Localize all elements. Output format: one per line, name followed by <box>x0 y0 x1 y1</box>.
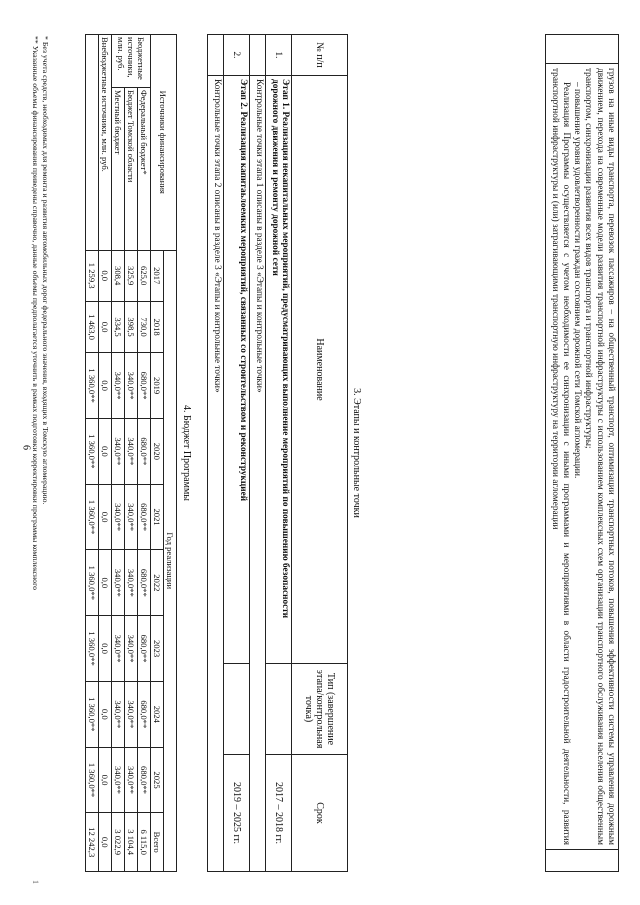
budget-row-label: Местный бюджет <box>112 88 125 251</box>
budget-cell: 340,0** <box>112 747 125 813</box>
budget-header-years: Год реализации <box>164 250 177 872</box>
budget-cell: 0,0 <box>99 747 112 813</box>
budget-cell: 340,0** <box>112 418 125 484</box>
budget-cell: 0,0 <box>99 681 112 747</box>
page-number: 6 <box>20 445 32 450</box>
stage1-name: Этап 1. Реализация некапитальных мероприятий, предусматривающих выполнение мероприятий по повышению безопасности дорожного движения и ремонту дорожной сети <box>266 76 292 664</box>
intro-paragraph-3: Реализация Программы осуществляется с учетом необходимости ее синхронизации с иными программами и мероприятиями в области градостроительной деятельности, развития транспортной инфраструктуры и (или) затрагивающими транспортную инфраструктуру на территории агломерации <box>549 68 571 845</box>
budget-cell: 3 022,9 <box>112 813 125 872</box>
footnote-2: ** Указанные объемы финансирования приведены справочно, данные объемы предполагается уточнить в рамках подготовки корректировки программы комплексного <box>31 36 41 590</box>
budget-total-cell: 1 360,0** <box>86 616 99 682</box>
budget-year-header: 2025 <box>151 747 164 813</box>
intro-right-cell <box>546 850 619 872</box>
stage1-points-num <box>250 35 266 76</box>
budget-total-cell: 1 463,0 <box>86 301 99 352</box>
budget-cell: 340,0** <box>125 747 138 813</box>
budget-total-cell: 1 360,0** <box>86 484 99 550</box>
budget-header-sources: Источники финансирования <box>151 35 177 251</box>
margin-mark: 1 <box>31 880 40 884</box>
stages-header-term: Срок <box>292 755 348 872</box>
budget-cell: 0,0 <box>99 616 112 682</box>
intro-text-cell <box>546 64 619 850</box>
stage2-type <box>224 664 250 755</box>
stage1-type <box>266 664 292 755</box>
budget-cell: 325,9 <box>125 250 138 301</box>
budget-cell: 0,0 <box>99 250 112 301</box>
stages-header-name: Наименование <box>292 76 348 664</box>
budget-cell: 680,0** <box>138 418 151 484</box>
budget-table <box>85 34 177 872</box>
budget-cell: 0,0 <box>99 418 112 484</box>
budget-year-header: 2018 <box>151 301 164 352</box>
budget-total-cell: 1 360,0** <box>86 550 99 616</box>
intro-left-cell <box>546 35 619 64</box>
budget-cell: 6 115,0 <box>138 813 151 872</box>
stage2-term: 2019 – 2025 гг. <box>224 755 250 872</box>
stage1-num: 1. <box>266 35 292 76</box>
budget-cell: 680,0** <box>138 550 151 616</box>
budget-cell: 340,0** <box>125 418 138 484</box>
budget-cell: 340,0** <box>125 681 138 747</box>
stage2-name: Этап 2. Реализация капитаьлоемких мероприятий, связанных со строительством и реконструкцией <box>224 76 250 664</box>
budget-year-header: 2019 <box>151 353 164 419</box>
budget-total-label <box>86 35 99 251</box>
budget-year-header: 2017 <box>151 250 164 301</box>
budget-cell: 308,4 <box>112 250 125 301</box>
budget-cell: 680,0** <box>138 484 151 550</box>
section4-title: 4. Бюджет Программы <box>181 404 192 501</box>
budget-cell: 340,0** <box>125 616 138 682</box>
budget-total-cell: 1 360,0** <box>86 747 99 813</box>
budget-cell: 680,0** <box>138 747 151 813</box>
budget-year-header: 2021 <box>151 484 164 550</box>
budget-total-cell: 12 242,3 <box>86 813 99 872</box>
budget-cell: 680,0** <box>138 681 151 747</box>
budget-cell: 334,5 <box>112 301 125 352</box>
budget-cell: 0,0 <box>99 813 112 872</box>
budget-cell: 340,0** <box>112 550 125 616</box>
budget-cell: 340,0** <box>112 484 125 550</box>
stage1-points: Контрольные точки этапа 1 описаны в разделе 3 «Этапы и контрольные точки» <box>250 76 266 872</box>
budget-cell: 0,0 <box>99 550 112 616</box>
budget-year-header: 2022 <box>151 550 164 616</box>
budget-cell: 340,0** <box>125 550 138 616</box>
budget-cell: 625,0 <box>138 250 151 301</box>
budget-row-label: Федеральный бюджет* <box>138 88 151 251</box>
budget-group-label: Бюджетные источники, млн. руб. <box>112 35 151 88</box>
budget-cell: 340,0** <box>112 681 125 747</box>
budget-cell: 680,0** <box>138 353 151 419</box>
budget-total-cell: 1 360,0** <box>86 681 99 747</box>
budget-cell: 340,0** <box>125 353 138 419</box>
budget-cell: 340,0** <box>125 484 138 550</box>
stage1-term: 2017 – 2018 гг. <box>266 755 292 872</box>
budget-cell: 0,0 <box>99 353 112 419</box>
budget-cell: 0,0 <box>99 301 112 352</box>
budget-cell: 0,0 <box>99 484 112 550</box>
stages-header-type: Тип (завершение этапа/контрольная точка) <box>292 664 348 755</box>
stage2-num: 2. <box>224 35 250 76</box>
stages-header-num: № п/п <box>292 35 348 76</box>
budget-year-header: Всего <box>151 813 164 872</box>
budget-total-cell: 1 360,0** <box>86 353 99 419</box>
budget-cell: 340,0** <box>112 353 125 419</box>
budget-year-header: 2020 <box>151 418 164 484</box>
budget-total-cell: 1 360,0** <box>86 418 99 484</box>
section3-title: 3. Этапы и контрольные точки <box>351 388 362 518</box>
budget-cell: 3 104,4 <box>125 813 138 872</box>
budget-year-header: 2023 <box>151 616 164 682</box>
budget-footnotes <box>31 36 50 872</box>
budget-year-header: 2024 <box>151 681 164 747</box>
budget-row-label: Внебюджетные источники, млн. руб. <box>99 35 112 251</box>
intro-paragraph-1: грузов на иные виды транспорта, перевозок пассажиров – на общественный транспорт, оптимизации транспортных потоков, повышения эффективности системы управления дорожным движением, перехода на современные модели развития транспортной инфраструктуры с использованием комплексных схем организации транспортного обслуживания населения общественным транспортом, синхронизации развития всех видов транспорта и транспортной инфраструктуры; <box>583 68 616 845</box>
footnote-1: * Без учета средств, необходимых для ремонта и развития автомобильных дорог федерального значения, входящих в Томскую агломерацию. <box>41 36 50 505</box>
budget-cell: 730,0 <box>138 301 151 352</box>
budget-cell: 340,0** <box>112 616 125 682</box>
budget-row-label: Бюджет Томской области <box>125 88 138 251</box>
budget-cell: 398,5 <box>125 301 138 352</box>
stage2-points-num <box>208 35 224 76</box>
intro-text-table <box>545 34 619 872</box>
intro-paragraph-2: – повышение уровня удовлетворенности граждан состоянием дорожной сети Томской агломерации. <box>572 82 583 479</box>
budget-total-cell: 1 259,3 <box>86 250 99 301</box>
budget-cell: 680,0** <box>138 616 151 682</box>
stage2-points: Контрольные точки этапа 2 описаны в разделе 3 «Этапы и контрольные точки» <box>208 76 224 872</box>
stages-table <box>207 34 348 872</box>
